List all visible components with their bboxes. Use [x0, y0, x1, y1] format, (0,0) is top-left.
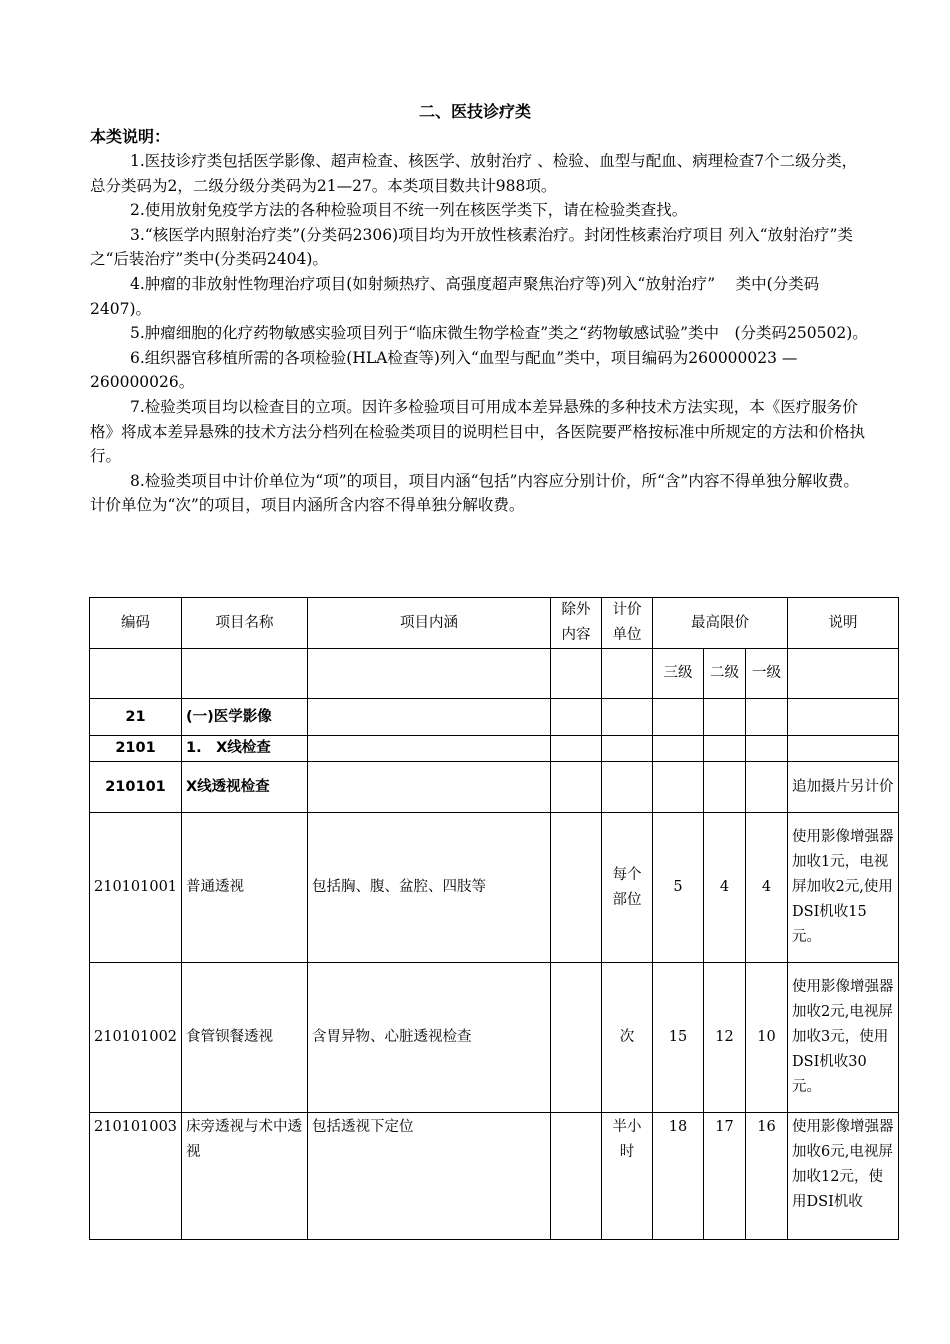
table-row: 2101 1. X线检查 — [90, 736, 899, 762]
note-1: 1.医技诊疗类包括医学影像、超声检查、核医学、放射治疗 、检验、血型与配血、病理检查7个二级分类，总分类码为2，二级分级分类码为21—27。本类项目数共计988项。 — [90, 152, 858, 195]
header-row — [90, 598, 899, 649]
notes-section — [90, 149, 870, 518]
table-row: 210101003 床旁透视与术中透视 包括透视下定位 半小时 18 17 16 使用影像增强器加收6元,电视屏加收12元，使用DSI机收 — [90, 1113, 899, 1240]
header-level1: 一级 — [746, 649, 788, 699]
table-row: 210101001 普通透视 包括胸、腹、盆腔、四肢等 每个部位 5 4 4 使用影像增强器加收1元，电视屏加收2元,使用DSI机收15元。 — [90, 813, 899, 963]
note-5: 5.肿瘤细胞的化疗药物敏感实验项目列于“临床微生物学检查”类之“药物敏感试验”类中 (分类码250502)。 — [130, 324, 868, 343]
header-level3: 三级 — [653, 649, 704, 699]
note-2: 2.使用放射免疫学方法的各种检验项目不统一列在核医学类下，请在检验类查找。 — [130, 201, 688, 220]
header-name: 项目名称 — [182, 598, 308, 649]
header-max-price: 最高限价 — [653, 598, 788, 649]
price-table — [89, 597, 899, 1240]
note-3: 3.“核医学内照射治疗类”(分类码2306)项目均为开放性核素治疗。封闭性核素治疗项目 列入“放射治疗”类之“后装治疗”类中(分类码2404)。 — [90, 225, 853, 269]
header-remark: 说明 — [788, 598, 899, 649]
subheader-row — [90, 649, 899, 699]
table-row: 21 (一)医学影像 — [90, 699, 899, 736]
notes-heading: 本类说明： — [90, 127, 171, 146]
table-row: 210101 X线透视检查 追加摄片另计价 — [90, 762, 899, 813]
header-unit: 计价单位 — [602, 598, 653, 649]
header-level2: 二级 — [704, 649, 746, 699]
note-4: 4.肿瘤的非放射性物理治疗项目(如射频热疗、高强度超声聚焦治疗等)列入“放射治疗” 类中(分类码2407)。 — [90, 274, 820, 318]
page-title: 二、医技诊疗类 — [418, 102, 531, 121]
note-8: 8.检验类项目中计价单位为“项”的项目，项目内涵“包括”内容应分别计价，所“含”内容不得单独分解收费。计价单位为“次”的项目，项目内涵所含内容不得单独分解收费。 — [90, 471, 859, 515]
table-row: 210101002 食管钡餐透视 含胃异物、心脏透视检查 次 15 12 10 使用影像增强器加收2元,电视屏加收3元，使用DSI机收30元。 — [90, 963, 899, 1113]
header-content: 项目内涵 — [308, 598, 551, 649]
note-7: 7.检验类项目均以检查目的立项。因许多检验项目可用成本差异悬殊的多种技术方法实现，本《医疗服务价格》将成本差异悬殊的技术方法分档列在检验类项目的说明栏目中，各医院要严格按标准中所规定的方法和价格执行。 — [90, 397, 866, 466]
header-except: 除外内容 — [551, 598, 602, 649]
header-code: 编码 — [90, 598, 182, 649]
note-6: 6.组织器官移植所需的各项检验(HLA检查等)列入“血型与配血”类中，项目编码为260000023 —260000026。 — [90, 348, 798, 392]
